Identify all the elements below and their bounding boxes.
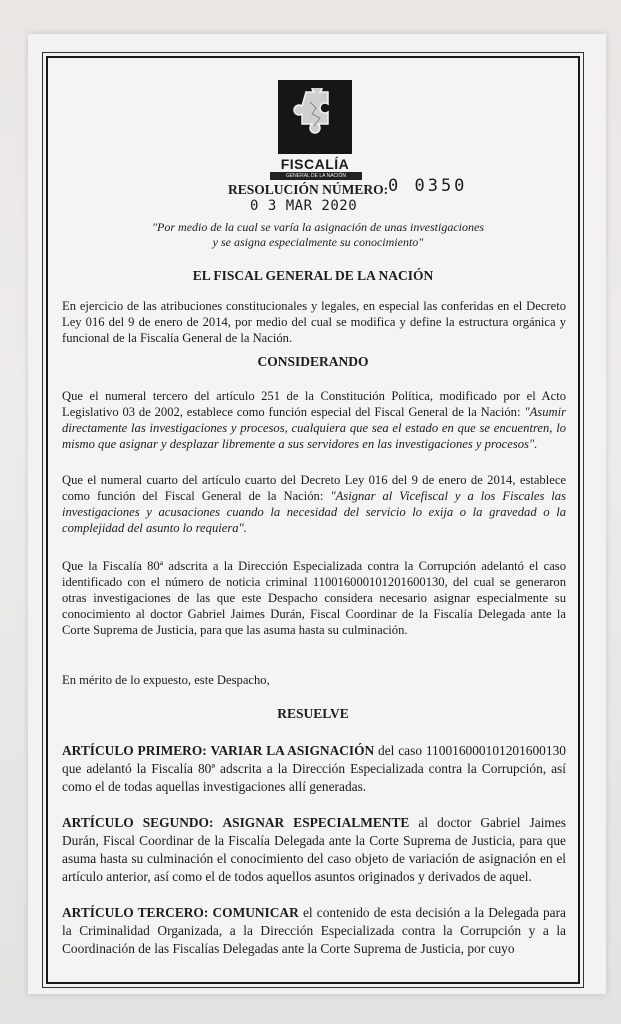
fiscalia-logo [278, 80, 352, 154]
intro-paragraph: En ejercicio de las atribuciones constitucionales y legales, en especial las conferidas en el Decreto Ley 016 del 9 de enero de 2014, por medio del cual se modifica y define la estructura orgánica y funcional de la Fiscalía General de la Nación. [62, 299, 566, 345]
considerando-heading: CONSIDERANDO [257, 354, 369, 369]
article-second-label: ARTÍCULO SEGUNDO: [62, 815, 214, 830]
merito-paragraph: En mérito de lo expuesto, este Despacho, [62, 673, 270, 687]
article-second [62, 814, 566, 886]
article-third-action: COMUNICAR [212, 905, 299, 920]
resolution-number: 0 0350 [388, 176, 468, 196]
article-first [62, 742, 566, 796]
article-first-text-1: del caso [378, 743, 423, 758]
motto-line-1: "Por medio de la cual se varía la asignación de unas investigaciones [152, 220, 484, 234]
document-frame [46, 56, 580, 984]
considerando-2-text: Que el numeral cuarto del artículo cuarto del Decreto Ley 016 del 9 de enero de 2014, establece como función del Fiscal General de la Nación: [62, 473, 566, 503]
article-third-label: ARTÍCULO TERCERO: [62, 905, 209, 920]
considerando-paragraph-1 [62, 388, 566, 452]
logo-name: FISCALÍA [280, 156, 350, 172]
considerando-paragraph-3: Que la Fiscalía 80ª adscrita a la Dirección Especializada contra la Corrupción adelantó el caso identificado con el número de noticia criminal 110016000101201600130, del cual se generaron otras investigaciones de las que este Despacho considera necesario asignar especialmente su conocimiento al doctor Gabriel Jaimes Durán, Fiscal Coordinar de la Fiscalía Delegada ante la Corte Suprema de Justicia, para que las asuma hasta su culminación. [62, 559, 566, 637]
article-first-label: ARTÍCULO PRIMERO: [62, 743, 207, 758]
article-second-text: al doctor Gabriel Jaimes Durán, Fiscal Coordinar de la Fiscalía Delegada ante la Corte Suprema de Justicia, para que asuma hasta su culminación el conocimiento del caso objeto de variación de asignación en el artículo anterior, así como el de todos aquellos asuntos originados y derivados de aquel. [62, 815, 566, 884]
puzzle-piece-icon [290, 88, 340, 146]
considerando-paragraph-2 [62, 472, 566, 536]
resuelve-heading: RESUELVE [277, 706, 349, 721]
logo-subtitle: GENERAL DE LA NACIÓN [270, 172, 362, 180]
considerando-1-text: Que el numeral tercero del artículo 251 de la Constitución Política, modificado por el Acto Legislativo 03 de 2002, establece como función especial del Fiscal General de la Nación: [62, 389, 566, 419]
article-second-action: ASIGNAR ESPECIALMENTE [222, 815, 410, 830]
motto-line-2: y se asigna especialmente su conocimiento" [212, 235, 424, 249]
resolution-motto [118, 220, 518, 250]
article-third-text: el contenido de esta decisión a la Delegada para la Criminalidad Organizada, a la Dirección Especializada contra la Corrupción y a la Coordinación de las Fiscalías Delegadas ante la Corte Suprema de Justicia, por cuyo [62, 905, 566, 956]
considerando-1-quote: "Asumir directamente las investigaciones y procesos, cualquiera que sea el estado en que se encuentren, lo mismo que asignar y desplazar libremente a sus servidores en las investigaciones y procesos". [62, 405, 566, 451]
resolution-date: 0 3 MAR 2020 [250, 198, 358, 214]
document-page [28, 34, 606, 994]
article-third [62, 904, 566, 958]
resolution-label: RESOLUCIÓN NÚMERO: [228, 182, 389, 197]
article-first-text-2: 110016000101201600130 que adelantó la Fiscalía 80ª adscrita a la Dirección Especializada contra la Corrupción, así como el de todas aquellas investigaciones allí generadas. [62, 743, 566, 794]
article-first-action: VARIAR LA ASIGNACIÓN [210, 743, 375, 758]
considerando-2-quote: "Asignar al Vicefiscal y a los Fiscales las investigaciones y acusaciones cuando la necesidad del servicio lo exija o la gravedad o la complejidad del asunto lo requiera". [62, 489, 567, 535]
authority-heading: EL FISCAL GENERAL DE LA NACIÓN [192, 268, 434, 283]
